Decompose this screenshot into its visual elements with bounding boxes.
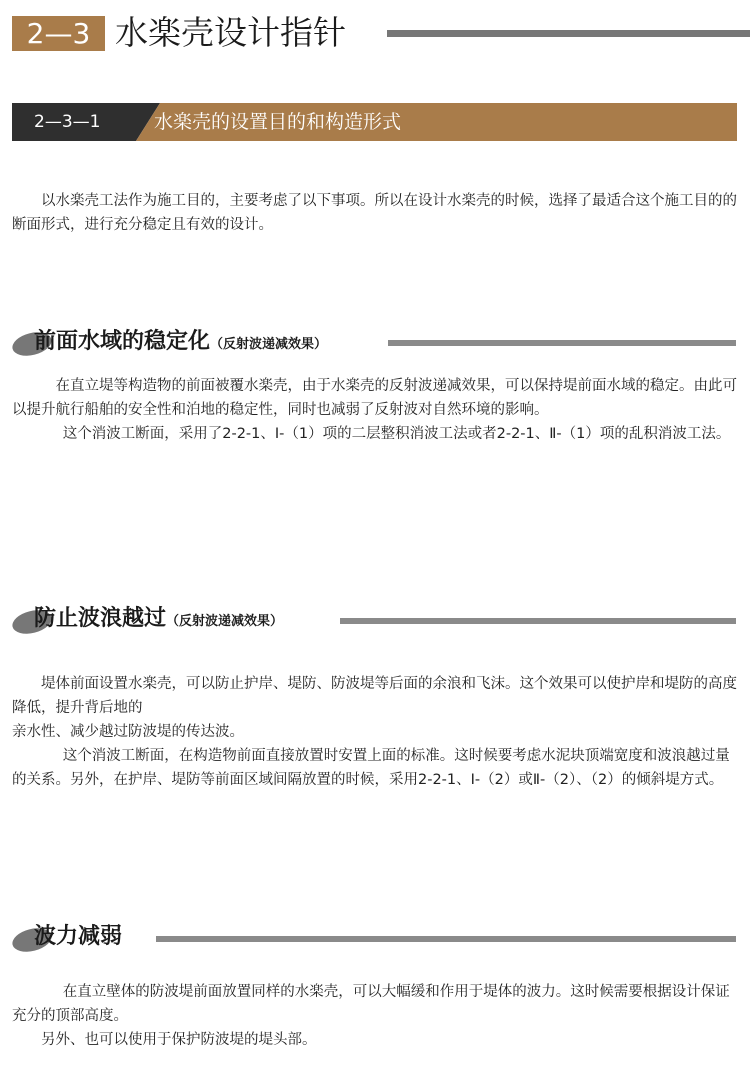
page-title: 水楽壳设计指针 xyxy=(115,13,346,52)
subsection-band xyxy=(12,103,737,141)
section-body-stability xyxy=(12,374,737,446)
section-heading-wave-force xyxy=(34,922,122,952)
section-title: 波力减弱 xyxy=(34,924,123,949)
section-heading-overtopping xyxy=(34,604,283,634)
subsection-number: 2—3—1 xyxy=(34,112,101,132)
subsection-title: 水楽壳的设置目的和构造形式 xyxy=(154,111,402,133)
intro-paragraph xyxy=(12,189,737,237)
title-rule xyxy=(387,30,750,37)
section-rule xyxy=(156,936,736,942)
section-paragraph: 这个消波工断面，在构造物前面直接放置时安置上面的标准。这时候要考虑水泥块顶端宽度和波浪越过量的关系。另外，在护岸、堤防等前面区域间隔放置的时候，采用2-2-1、Ⅰ-（2）或Ⅱ-（2）、（2）的倾斜堤方式。 xyxy=(12,748,730,788)
section-body-wave-force xyxy=(12,980,737,1052)
section-note: （反射波递减效果） xyxy=(210,337,328,352)
section-paragraph: 亲水性、减少越过防波堤的传达波。 xyxy=(12,724,244,740)
section-number-badge: 2—3 xyxy=(12,16,105,51)
section-rule xyxy=(388,340,736,346)
section-body-overtopping xyxy=(12,672,737,792)
intro-text: 以水楽壳工法作为施工目的，主要考虑了以下事项。所以在设计水楽壳的时候，选择了最适合这个施工目的的断面形式，进行充分稳定且有效的设计。 xyxy=(12,193,737,233)
section-paragraph: 另外、也可以使用于保护防波堤的堤头部。 xyxy=(41,1032,317,1048)
section-paragraph: 在直立壁体的防波堤前面放置同样的水楽壳，可以大幅缓和作用于堤体的波力。这时候需要根据设计保证充分的顶部高度。 xyxy=(12,984,730,1024)
section-heading-stability xyxy=(34,327,327,357)
section-note: （反射波递减效果） xyxy=(166,614,284,629)
section-paragraph: 在直立堤等构造物的前面被覆水楽壳，由于水楽壳的反射波递减效果，可以保持堤前面水域的稳定。由此可以提升航行船舶的安全性和泊地的稳定性，同时也减弱了反射波对自然环境的影响。 xyxy=(12,378,737,418)
section-rule xyxy=(340,618,736,624)
section-title: 防止波浪越过 xyxy=(34,606,167,631)
section-paragraph: 堤体前面设置水楽壳，可以防止护岸、堤防、防波堤等后面的余浪和飞沫。这个效果可以使护岸和堤防的高度降低，提升背后地的 xyxy=(12,676,737,716)
section-paragraph: 这个消波工断面，采用了2-2-1、Ⅰ-（1）项的二层整积消波工法或者2-2-1、Ⅱ-（1）项的乱积消波工法。 xyxy=(62,426,731,442)
section-title: 前面水域的稳定化 xyxy=(34,329,211,354)
